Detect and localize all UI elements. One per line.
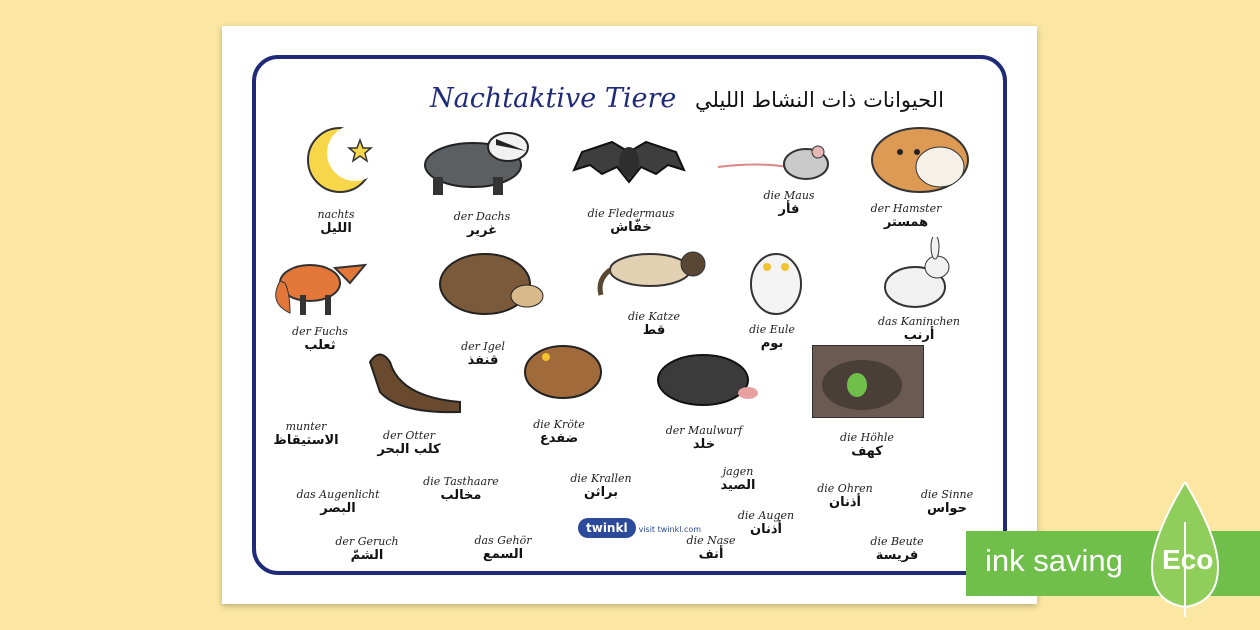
rabbit-image	[875, 237, 965, 312]
label-katze: die Katze قط	[627, 310, 681, 338]
label-hoehle: die Höhle كهف	[840, 431, 894, 459]
label-kroete: die Kröte ضفدع	[533, 418, 585, 446]
label-augen: die Augen أذنان	[737, 509, 795, 537]
label-kaninchen: das Kaninchen أرنب	[877, 315, 961, 343]
label-igel: der Igel قنفذ	[461, 340, 505, 368]
mouse-image	[718, 142, 833, 187]
label-otter: der Otter كلب البحر	[377, 429, 441, 457]
owl-image	[746, 242, 806, 317]
hedgehog-image	[435, 246, 545, 321]
label-fledermaus: die Fledermaus خفّاش	[587, 207, 675, 235]
label-augenlicht: das Augenlicht البصر	[296, 488, 380, 516]
title-arabic: الحيوانات ذات النشاط الليلي	[695, 88, 944, 112]
eco-badge-text: Eco	[1162, 544, 1214, 575]
fox-image	[270, 243, 370, 318]
cat-image	[595, 240, 710, 302]
label-nase: die Nase أنف	[686, 534, 736, 562]
moon-star-icon	[305, 120, 380, 200]
twinkl-visit-link[interactable]: visit twinkl.com	[638, 525, 702, 534]
hamster-image	[865, 122, 970, 194]
label-hamster: der Hamster همستر	[870, 202, 942, 230]
label-maulwurf: der Maulwurf خلد	[665, 424, 743, 452]
label-sinne: die Sinne حواس	[920, 488, 974, 516]
label-geruch: der Geruch الشمّ	[335, 535, 399, 563]
label-fuchs: der Fuchs ثعلب	[292, 325, 348, 353]
label-nachts: nachts الليل	[317, 208, 355, 236]
label-ohren: die Ohren أذنان	[817, 482, 873, 510]
label-tasthaare: die Tasthaare مخالب	[423, 475, 499, 503]
label-munter: munter الاستيقاظ	[273, 420, 339, 448]
label-krallen: die Krallen براثن	[570, 472, 632, 500]
twinkl-wordmark: twinkl	[578, 518, 636, 538]
badger-image	[418, 125, 533, 200]
bat-image	[572, 132, 687, 197]
cave-image	[812, 345, 924, 418]
label-dachs: der Dachs غرير	[453, 210, 511, 238]
label-eule: die Eule بوم	[749, 323, 795, 351]
label-maus: die Maus فأر	[763, 189, 815, 217]
mole-image	[648, 348, 763, 413]
title-german: Nachtaktive Tiere	[430, 83, 677, 114]
label-beute: die Beute فريسة	[870, 535, 924, 563]
label-gehoer: das Gehör السمع	[474, 534, 532, 562]
label-jagen: jagen الصيد	[720, 465, 756, 493]
twinkl-logo[interactable]	[578, 517, 701, 538]
ink-saving-text: ink saving	[985, 543, 1123, 578]
